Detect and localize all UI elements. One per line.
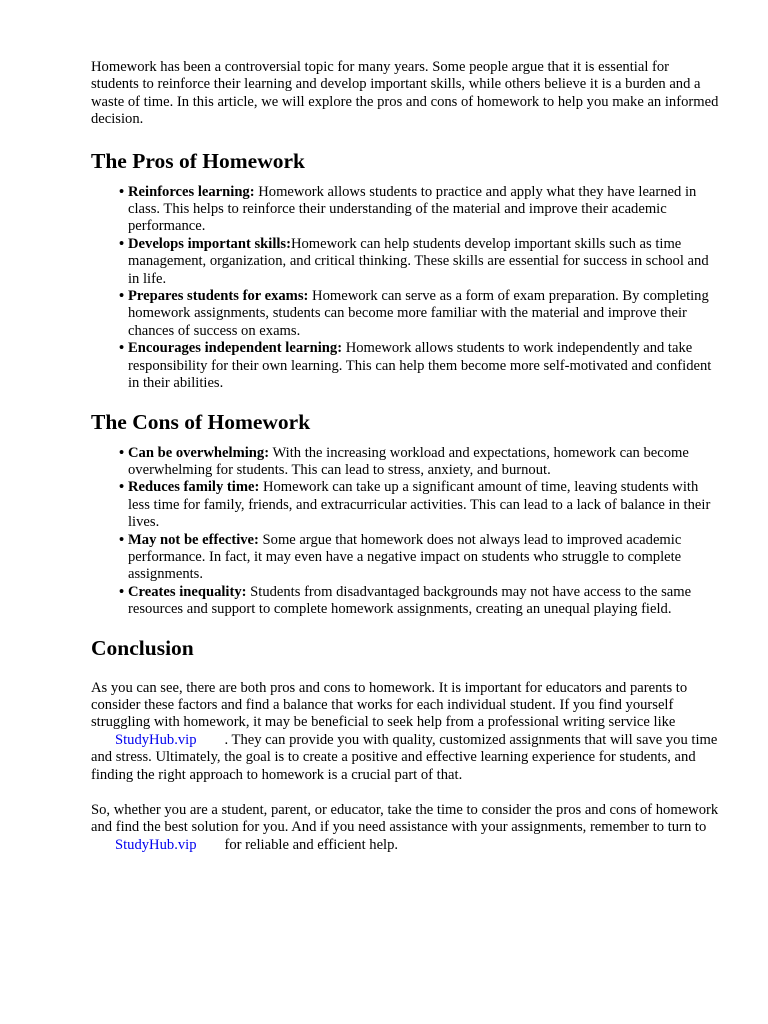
item-text: Some argue that homework does not always lead to improved academic performance. In fact, it may even have a negative impact on students who struggle to complete assignments. — [128, 531, 682, 583]
paragraph-text: As you can see, there are both pros and cons to homework. It is important for educators and parents to consider these factors and find a balance that works for each individual student. If you find yourself struggling with homework, it may be beneficial to seek help from a professional writing service like — [91, 679, 688, 731]
list-item — [128, 584, 719, 619]
item-term: Prepares students for exams: — [128, 288, 309, 305]
list-item — [128, 532, 719, 584]
item-term: May not be effective: — [128, 531, 259, 548]
conclusion-paragraph-1 — [91, 680, 719, 784]
conclusion-paragraph-2 — [91, 802, 719, 854]
paragraph-text: So, whether you are a student, parent, or educator, take the time to consider the pros and cons of homework and find the best solution for you. And if you need assistance with your assignments, remember to turn to — [91, 802, 719, 836]
paragraph-text: . They can provide you with quality, customized assignments that will save you time and stress. Ultimately, the goal is to create a positive and effective learning experience for students, and finding the right approach to homework is a crucial part of that. — [91, 731, 718, 783]
conclusion-heading: Conclusion — [91, 635, 194, 660]
cons-list — [91, 445, 719, 619]
paragraph-text: for reliable and efficient help. — [224, 836, 399, 853]
item-text: Homework can serve as a form of exam preparation. By completing homework assignments, students can become more familiar with the material and improve their chances of success on exams. — [128, 288, 709, 339]
intro-paragraph: Homework has been a controversial topic for many years. Some people argue that it is essential for students to reinforce their learning and develop important skills, while others believe it is a burden and a waste of time. In this article, we will explore the pros and cons of homework to help you make an informed decision. — [91, 59, 719, 128]
list-item — [128, 184, 719, 236]
item-text: Homework allows students to work independently and take responsibility for their own learning. This can help them become more self-motivated and confident in their abilities. — [128, 340, 712, 392]
list-item — [128, 479, 719, 531]
cons-heading: The Cons of Homework — [91, 409, 311, 434]
list-item — [128, 288, 719, 340]
item-term: Creates inequality: — [128, 583, 247, 600]
item-term: Encourages independent learning: — [128, 340, 343, 357]
pros-heading: The Pros of Homework — [91, 148, 305, 173]
item-text: Homework can take up a significant amount of time, leaving students with less time for family, friends, and extracurricular activities. This can lead to a lack of balance in their lives. — [128, 479, 711, 531]
document-page — [91, 59, 719, 872]
item-term: Reduces family time: — [128, 479, 260, 496]
item-term: Can be overwhelming: — [128, 444, 270, 461]
item-text: Students from disadvantaged backgrounds may not have access to the same resources and support to complete homework assignments, creating an unequal playing field. — [128, 583, 692, 618]
item-term: Develops important skills: — [128, 235, 291, 252]
studyhub-link[interactable]: StudyHub.vip — [115, 731, 197, 748]
item-text: Homework allows students to practice and apply what they have learned in class. This helps to reinforce their understanding of the material and improve their academic performance. — [128, 183, 697, 235]
pros-list — [91, 184, 719, 393]
studyhub-link[interactable]: StudyHub.vip — [115, 836, 197, 853]
list-item — [128, 236, 719, 288]
item-text: Homework can help students develop important skills such as time management, organization, and critical thinking. These skills are essential for success in school and in life. — [128, 235, 709, 287]
list-item — [128, 445, 719, 480]
item-text: With the increasing workload and expectations, homework can become overwhelming for students. This can lead to stress, anxiety, and burnout. — [128, 444, 689, 478]
list-item — [128, 340, 719, 392]
item-term: Reinforces learning: — [128, 183, 255, 200]
